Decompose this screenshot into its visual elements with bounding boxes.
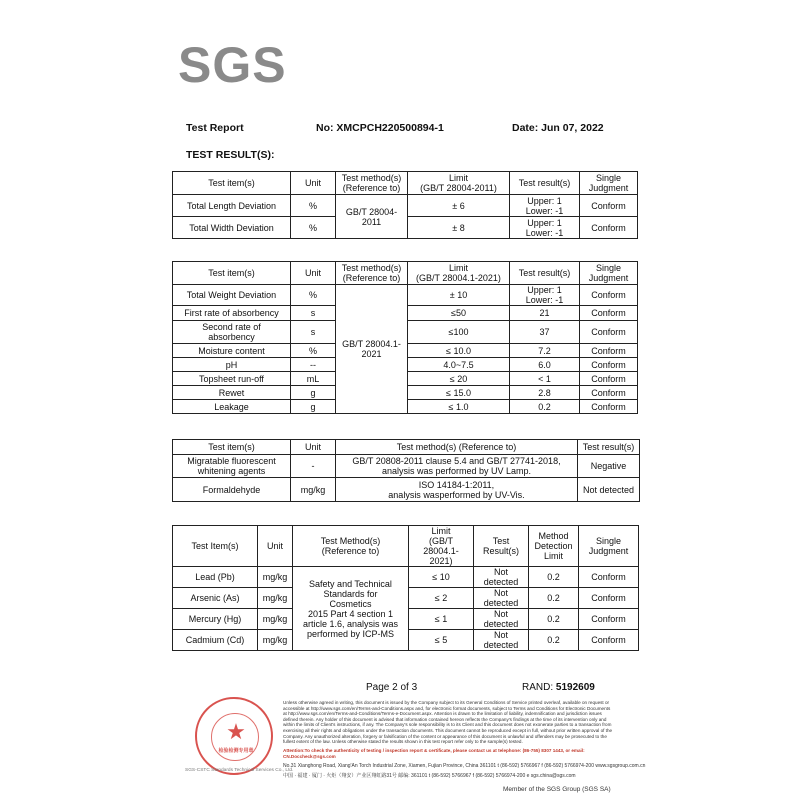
header-cell: Single Judgment: [580, 172, 638, 195]
cell: Conform: [580, 217, 638, 239]
cell: Conform: [580, 358, 638, 372]
cell: 6.0: [510, 358, 580, 372]
header-cell: Test method(s) (Reference to): [336, 172, 408, 195]
cell: Conform: [580, 285, 638, 306]
cell: 2.8: [510, 386, 580, 400]
cell: GB/T 28004.1- 2021: [336, 285, 408, 414]
attention-text: Attention:To check the authenticity of testing / inspection report & certificate, please contact us at telephone: (86-755) 8307 1443, or email: CN.Doccheck@sgs.com: [283, 748, 585, 759]
member-line: Member of the SGS Group (SGS SA): [503, 786, 611, 793]
header-cell: Test Item(s): [173, 526, 258, 567]
header-cell: Test method(s) (Reference to): [336, 262, 408, 285]
address-english: No.31 Xianghong Road, Xiang'An Torch Industrial Zone, Xiamen, Fujian Province, China 361101 t (86-592) 5766967 f (86-592) 5766974-200 www.sgsgroup.com.cn: [283, 763, 646, 769]
address-chinese: 中国 · 福建 · 厦门 · 火炬（翔安）产业区翔虹路31号 邮编: 361101 t (86-592) 5766967 f (86-592) 5766974-200 e sgs.china@sgs.com: [283, 773, 576, 779]
cell: mg/kg: [258, 567, 293, 588]
results-table-chemical: [172, 439, 640, 502]
cell: 0.2: [529, 630, 579, 651]
header-cell: Test item(s): [173, 172, 291, 195]
company-name-left: SGS-CSTC Standards Technical Services Co., Ltd.: [185, 768, 294, 773]
cell: g: [291, 400, 336, 414]
header-cell: Unit: [291, 440, 336, 455]
cell: Not detected: [474, 588, 529, 609]
cell: ≤100: [408, 321, 510, 344]
cell: Total Width Deviation: [173, 217, 291, 239]
report-label: Test Report: [186, 122, 244, 134]
table-header-row: [173, 172, 638, 195]
table-row: [173, 195, 638, 217]
cell: Conform: [580, 400, 638, 414]
cell: First rate of absorbency: [173, 306, 291, 321]
results-table-dimensions: [172, 171, 638, 239]
cell: 4.0~7.5: [408, 358, 510, 372]
cell: Conform: [579, 588, 639, 609]
cell: Cadmium (Cd): [173, 630, 258, 651]
cell: Conform: [580, 195, 638, 217]
star-icon: ★: [226, 719, 246, 744]
cell: Moisture content: [173, 344, 291, 358]
cell: s: [291, 321, 336, 344]
cell: ≤ 1.0: [408, 400, 510, 414]
header-cell: Test item(s): [173, 440, 291, 455]
cell: Migratable fluorescent whitening agents: [173, 455, 291, 478]
header-cell: Test result(s): [510, 172, 580, 195]
cell: Rewet: [173, 386, 291, 400]
cell: ≤ 20: [408, 372, 510, 386]
cell: 0.2: [529, 609, 579, 630]
cell: %: [291, 195, 336, 217]
cell: 0.2: [529, 567, 579, 588]
cell: s: [291, 306, 336, 321]
cell: ≤ 10.0: [408, 344, 510, 358]
cell: Upper: 1 Lower: -1: [510, 217, 580, 239]
cell: Lead (Pb): [173, 567, 258, 588]
cell: mg/kg: [258, 588, 293, 609]
rand-value: 5192609: [555, 682, 595, 693]
stamp-text: 检验检测专用章: [218, 748, 254, 754]
cell: Formaldehyde: [173, 478, 291, 502]
cell: Conform: [579, 630, 639, 651]
cell: Not detected: [578, 478, 640, 502]
header-cell: Single Judgment: [580, 262, 638, 285]
rand-prefix: RAND:: [522, 682, 556, 693]
cell: Not detected: [474, 567, 529, 588]
header-cell: Test Method(s) (Reference to): [293, 526, 409, 567]
cell: %: [291, 344, 336, 358]
header-cell: Unit: [258, 526, 293, 567]
results-table-heavy-metals: [172, 525, 639, 651]
cell: Conform: [580, 321, 638, 344]
company-seal-stamp: [195, 697, 273, 775]
cell: ≤ 5: [409, 630, 474, 651]
header-cell: Test item(s): [173, 262, 291, 285]
table-row: [173, 285, 638, 306]
cell: Safety and Technical Standards for Cosmetics 2015 Part 4 section 1 article 1.6, analysis was performed by ICP-MS: [293, 567, 409, 651]
cell: Leakage: [173, 400, 291, 414]
header-cell: Unit: [291, 172, 336, 195]
cell: Conform: [579, 567, 639, 588]
header-cell: Single Judgment: [579, 526, 639, 567]
cell: ± 10: [408, 285, 510, 306]
cell: Upper: 1 Lower: -1: [510, 195, 580, 217]
cell: ≤ 15.0: [408, 386, 510, 400]
cell: 7.2: [510, 344, 580, 358]
table-header-row: [173, 526, 639, 567]
cell: mL: [291, 372, 336, 386]
results-table-performance: [172, 261, 638, 414]
disclaimer-text: Unless otherwise agreed in writing, this document is issued by the Company subject to its General Conditions of Service printed overleaf, available on request or accessible at http://www.sgs.com/en/Terms-and-Conditions.aspx and, for electronic format documents, subject to Terms and Conditions for Electronic Documents at http://www.sgs.com/en/Terms-and-Conditions/Terms-e-Document.aspx. Attention is drawn to the limitation of liability, indemnification and jurisdiction issues defined therein. Any holder of this document is advised that information contained hereon reflects the Company's findings at the time of its intervention only and within the limits of Client's instructions, if any. The Company's sole responsibility is to its Client and this document does not exonerate parties to a transaction from exercising all their rights and obligations under the transaction documents. This document cannot be reproduced except in full, without prior written approval of the Company. Any unauthorized alteration, forgery or falsification of the content or appearance of this document is unlawful and offenders may be prosecuted to the fullest extent of the law. Unless otherwise stated the results shown in this test report refer only to the sample(s) tested.: [283, 700, 613, 745]
cell: Mercury (Hg): [173, 609, 258, 630]
cell: ± 6: [408, 195, 510, 217]
cell: Upper: 1 Lower: -1: [510, 285, 580, 306]
cell: ≤ 1: [409, 609, 474, 630]
cell: Arsenic (As): [173, 588, 258, 609]
header-cell: Test Result(s): [474, 526, 529, 567]
table-row: [173, 567, 639, 588]
cell: GB/T 20808-2011 clause 5.4 and GB/T 27741-2018, analysis was performed by UV Lamp.: [336, 455, 578, 478]
cell: Conform: [579, 609, 639, 630]
cell: 21: [510, 306, 580, 321]
cell: Total Weight Deviation: [173, 285, 291, 306]
cell: %: [291, 217, 336, 239]
cell: Conform: [580, 386, 638, 400]
cell: mg/kg: [258, 630, 293, 651]
cell: mg/kg: [258, 609, 293, 630]
report-number: No: XMCPCH220500894-1: [316, 122, 444, 134]
section-title: TEST RESULT(S):: [186, 149, 275, 161]
sgs-logo: SGS: [178, 37, 287, 93]
table-header-row: [173, 262, 638, 285]
rand-label: [522, 682, 595, 693]
cell: Not detected: [474, 630, 529, 651]
cell: Topsheet run-off: [173, 372, 291, 386]
cell: ISO 14184-1:2011, analysis wasperformed by UV-Vis.: [336, 478, 578, 502]
cell: Negative: [578, 455, 640, 478]
cell: %: [291, 285, 336, 306]
cell: g: [291, 386, 336, 400]
header-cell: Unit: [291, 262, 336, 285]
cell: Conform: [580, 372, 638, 386]
header-cell: Limit (GB/T 28004-2011): [408, 172, 510, 195]
header-cell: Method Detection Limit: [529, 526, 579, 567]
cell: mg/kg: [291, 478, 336, 502]
cell: 37: [510, 321, 580, 344]
cell: Conform: [580, 306, 638, 321]
cell: ≤ 2: [409, 588, 474, 609]
header-cell: Test method(s) (Reference to): [336, 440, 578, 455]
cell: ≤ 10: [409, 567, 474, 588]
cell: ± 8: [408, 217, 510, 239]
table-header-row: [173, 440, 640, 455]
cell: Not detected: [474, 609, 529, 630]
page-number: Page 2 of 3: [366, 682, 418, 693]
cell: Total Length Deviation: [173, 195, 291, 217]
cell: -: [291, 455, 336, 478]
header-cell: Limit (GB/T 28004.1- 2021): [409, 526, 474, 567]
cell: GB/T 28004- 2011: [336, 195, 408, 239]
table-row: [173, 478, 640, 502]
cell: 0.2: [529, 588, 579, 609]
report-date: Date: Jun 07, 2022: [512, 122, 604, 134]
header-cell: Limit (GB/T 28004.1-2021): [408, 262, 510, 285]
cell: Second rate of absorbency: [173, 321, 291, 344]
header-cell: Test result(s): [578, 440, 640, 455]
cell: Conform: [580, 344, 638, 358]
cell: pH: [173, 358, 291, 372]
table-row: [173, 455, 640, 478]
cell: 0.2: [510, 400, 580, 414]
cell: --: [291, 358, 336, 372]
cell: ≤50: [408, 306, 510, 321]
header-cell: Test result(s): [510, 262, 580, 285]
cell: < 1: [510, 372, 580, 386]
